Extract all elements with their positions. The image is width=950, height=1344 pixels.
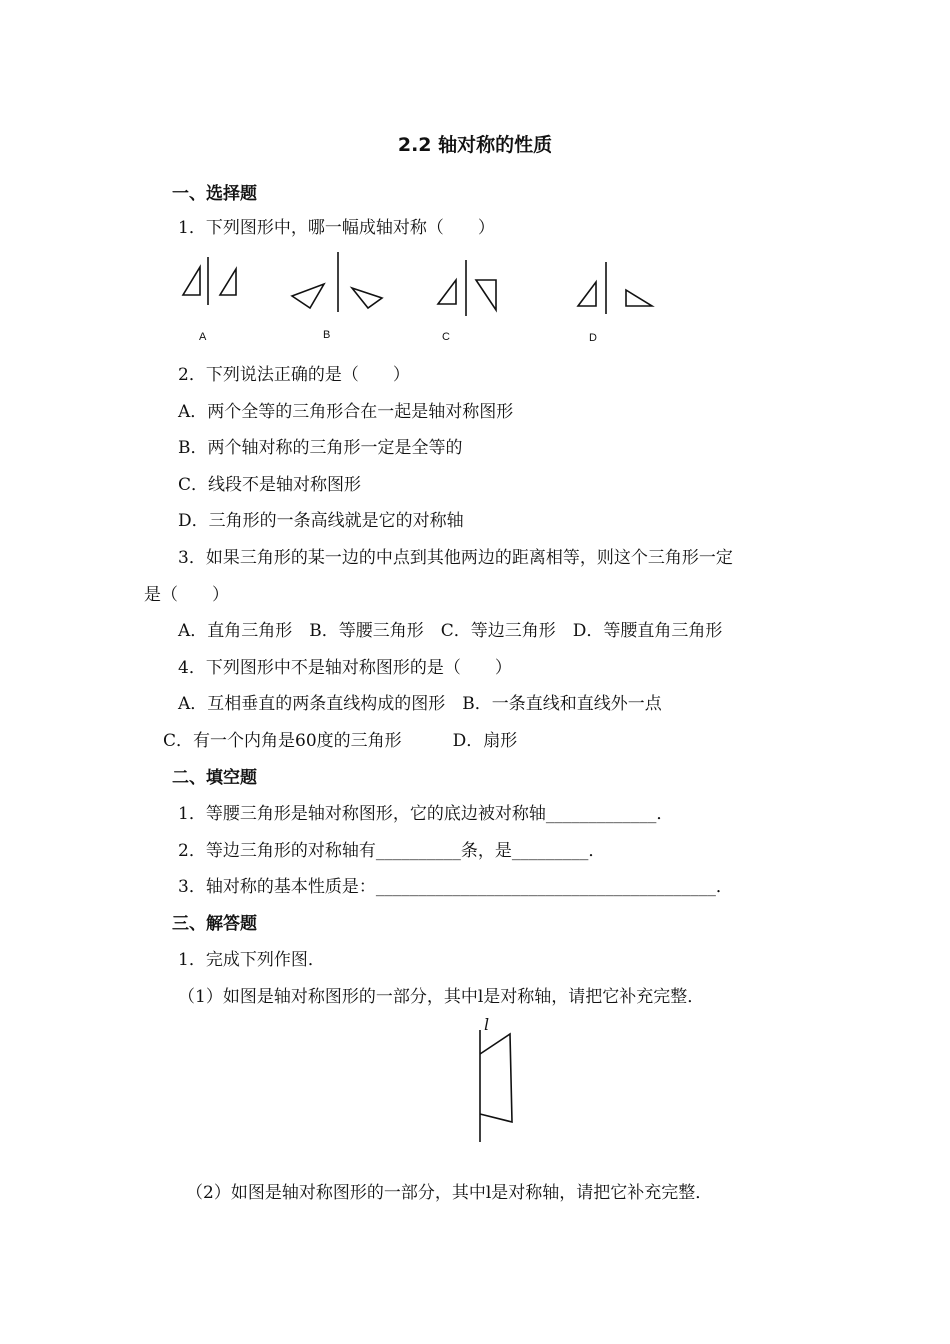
q1-figure-a: [178, 255, 248, 307]
answer-question-1: 1．完成下列作图．: [178, 950, 325, 970]
q2-option-a: A．两个全等的三角形合在一起是轴对称图形: [178, 402, 514, 422]
question-1: 1．下列图形中，哪一幅成轴对称（ ）: [178, 218, 495, 238]
section-heading-choice: 一、选择题: [172, 184, 257, 204]
answer-part-1: （1）如图是轴对称图形的一部分，其中l是对称轴，请把它补充完整．: [178, 987, 705, 1007]
answer-part-2: （2）如图是轴对称图形的一部分，其中l是对称轴，请把它补充完整．: [186, 1183, 713, 1203]
q1-figure-d: [572, 260, 660, 316]
axis-label-l: l: [484, 1015, 490, 1034]
question-4: 4．下列图形中不是轴对称图形的是（ ）: [178, 658, 512, 678]
q4-options-ab: A．互相垂直的两条直线构成的图形 B．一条直线和直线外一点: [178, 694, 662, 714]
fill-question-1: 1．等腰三角形是轴对称图形，它的底边被对称轴_____________．: [178, 804, 674, 824]
q1-label-b: B: [323, 329, 331, 341]
fill-question-3: 3．轴对称的基本性质是：________________________________________．: [178, 877, 733, 897]
section-heading-fill: 二、填空题: [172, 768, 257, 788]
q1-label-d: D: [589, 332, 597, 344]
q2-option-c: C．线段不是轴对称图形: [178, 475, 362, 495]
q1-label-c: C: [442, 331, 450, 343]
q2-option-b: B．两个轴对称的三角形一定是全等的: [178, 438, 463, 458]
fill-question-2: 2．等边三角形的对称轴有__________条，是_________．: [178, 841, 606, 861]
axis-figure-1: [470, 1018, 530, 1146]
q1-label-a: A: [199, 331, 207, 343]
section-heading-answer: 三、解答题: [172, 914, 257, 934]
q3-options: A．直角三角形 B．等腰三角形 C．等边三角形 D．等腰直角三角形: [178, 621, 723, 641]
page-title: 2.2 轴对称的性质: [397, 134, 553, 156]
q4-options-cd: C．有一个内角是60度的三角形 D．扇形: [163, 731, 518, 751]
question-2: 2．下列说法正确的是（ ）: [178, 365, 410, 385]
q2-option-d: D．三角形的一条高线就是它的对称轴: [178, 511, 464, 531]
question-3-line2: 是（ ）: [144, 585, 229, 605]
question-3-line1: 3．如果三角形的某一边的中点到其他两边的距离相等，则这个三角形一定: [178, 548, 733, 568]
q1-figure-b: [286, 250, 386, 314]
q1-figure-c: [432, 258, 504, 318]
